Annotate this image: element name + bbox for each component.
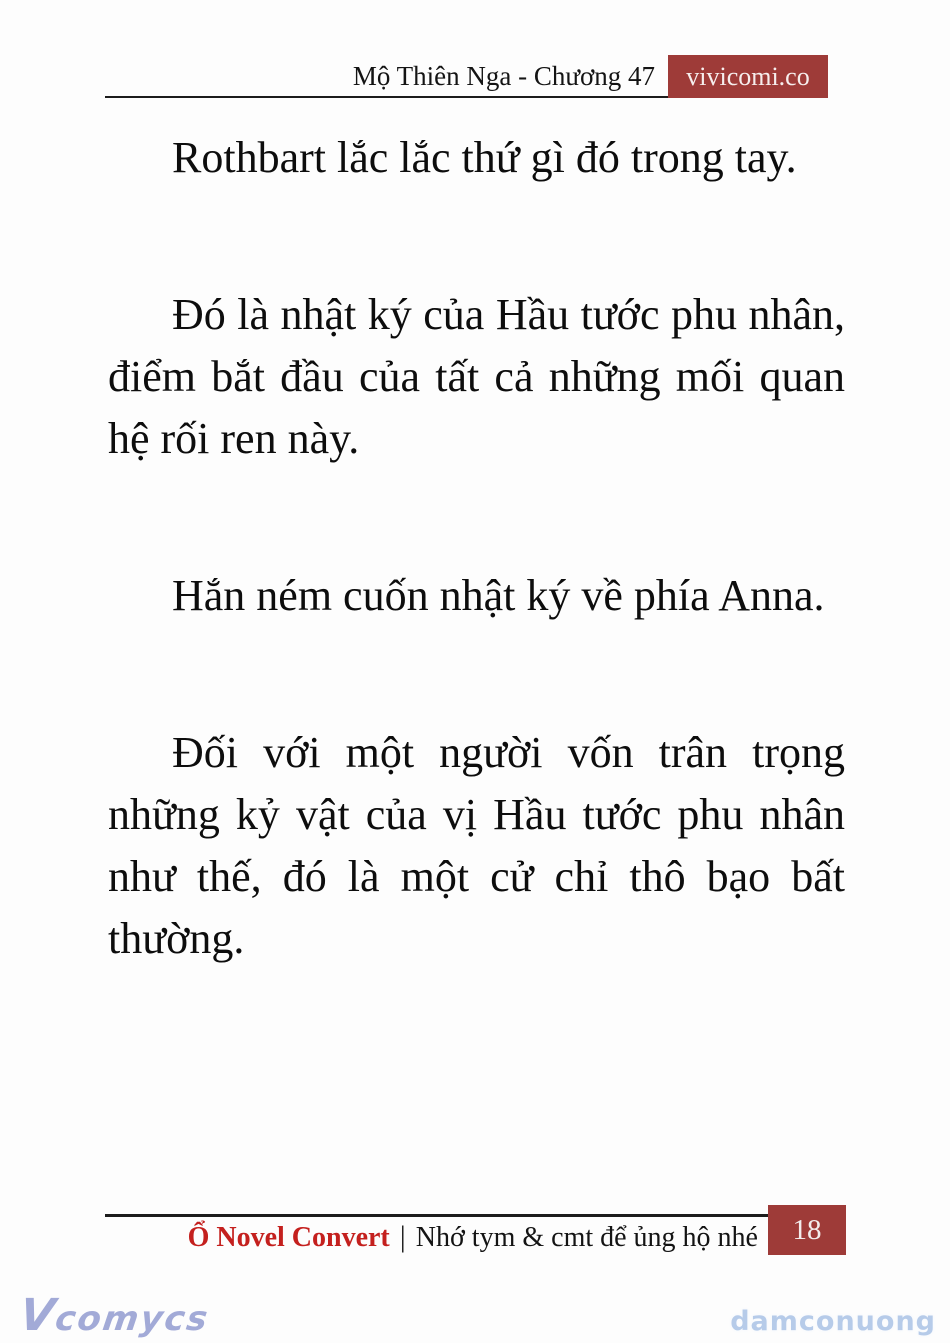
chapter-body [108, 127, 845, 1065]
paragraph: Rothbart lắc lắc thứ gì đó trong tay. [172, 133, 797, 182]
footer-note: Nhớ tym & cmt để ủng hộ nhé [415, 1222, 758, 1253]
footer-separator: | [399, 1220, 406, 1253]
footer-divider [105, 1214, 768, 1217]
vcomycs-watermark-logo: Vcomycs [16, 1290, 212, 1341]
site-badge[interactable]: vivicomi.co [668, 55, 828, 98]
paragraph: Đối với một người vốn trân trọng những kỷ vật của vị Hầu tước phu nhân như thế, đó là một cử chỉ thô bạo bất thường. [108, 728, 845, 963]
converter-brand: Ổ Novel Convert [187, 1222, 390, 1253]
damconuong-watermark: damconuong [730, 1306, 936, 1337]
paragraph: Đó là nhật ký của Hầu tước phu nhân, điểm bắt đầu của tất cả những mối quan hệ rối ren này. [108, 290, 845, 463]
page-footer [105, 1220, 758, 1254]
page-header [105, 55, 828, 98]
paragraph: Hắn ném cuốn nhật ký về phía Anna. [172, 571, 825, 620]
page-number-badge: 18 [768, 1205, 846, 1255]
chapter-title: Mộ Thiên Nga - Chương 47 [352, 61, 655, 91]
